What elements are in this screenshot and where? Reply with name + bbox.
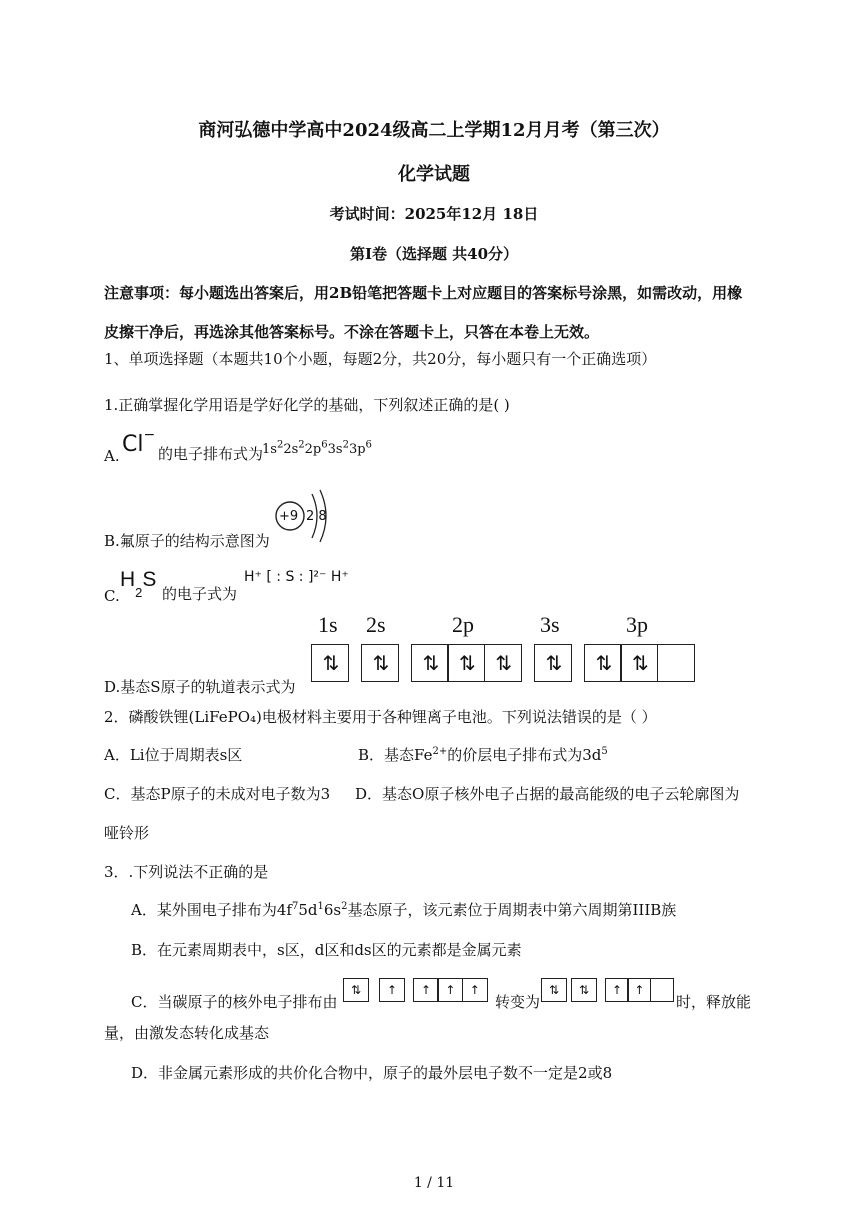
q1-a-ion [122,426,156,457]
orbital-cell: ⇅ [361,644,399,682]
orbital-cell: ↑ [627,978,651,1002]
orbital-cell: ↑ [605,978,629,1002]
exam-title: 商河弘德中学高中2024级高二上学期12月月考（第三次） [198,120,670,141]
orbital-cell: ⇅ [311,644,349,682]
q2-stem: 2．磷酸铁锂(LiFePO₄)电极材料主要用于各种锂离子电池。下列说法错误的是（ ） [104,708,657,726]
q3-a-mid: 6s [323,901,342,919]
q3-c-to-1s [541,978,567,1002]
orbital-cell: ⇅ [447,644,485,682]
q3-a-sup: 7 [291,901,299,912]
q3-a-post: 基态原子，该元素位于周期表中第六周期第IIIB族 [347,901,677,919]
q3-a-sup: 1 [317,901,324,912]
exam-time: 考试时间：2025年12月 18日 [329,205,539,223]
page-number: 1 / 11 [413,1175,455,1191]
q2-b-post: 的价层电子排布式为3d [447,746,602,764]
q3-option-a [131,900,676,920]
q1-b-text: B.氟原子的结构示意图为 [104,532,270,550]
q3-option-d: D．非金属元素形成的共价化合物中，原子的最外层电子数不一定是2或8 [131,1064,613,1082]
orbital-label-2s: 2s [366,612,386,637]
orbital-cell: ⇅ [571,978,597,1002]
orbital-box-2p [411,644,522,682]
cfg-orb: 3s [327,442,343,457]
q3-a-mid: 5d [298,901,318,919]
q1-stem: 1.正确掌握化学用语是学好化学的基础，下列叙述正确的是( ) [104,396,510,414]
q1-c-text: 的电子式为 [162,585,238,603]
cfg-orb: 3p [348,442,366,457]
formula-sub: 2 [135,585,143,601]
h2s-formula [120,568,157,601]
subject-title: 化学试题 [398,164,470,185]
q2-option-d-cont: 哑铃形 [104,824,150,842]
q2-option-b [358,745,608,765]
q3-c-from-2p [413,978,488,1002]
cfg-e: 2 [276,439,284,451]
cfg-e: 6 [365,439,372,451]
cfg-orb: 2s [283,442,299,457]
q3-a-sup: 2 [341,901,348,912]
formula-s: S [142,568,157,591]
orbital-cell: ⇅ [584,644,622,682]
orbital-cell: ⇅ [534,644,572,682]
q3-c-post: 时，释放能 [676,993,752,1011]
q1-a-config [262,439,372,457]
q3-c-line2: 量，由激发态转化成基态 [104,1024,270,1042]
orbital-box-2s [361,644,399,682]
part1-heading: 1、单项选择题（本题共10个小题，每题2分，共20分，每小题只有一个正确选项） [104,350,657,368]
notice-line-2: 皮擦干净后，再选涂其他答案标号。不涂在答题卡上，只答在本卷上无效。 [104,323,600,341]
orbital-box-3p [584,644,695,682]
cfg-e: 2 [298,439,305,451]
orbital-label-3s: 3s [540,612,560,637]
q1-a-ion-charge: − [143,426,156,443]
q3-c-from-1s [343,978,369,1002]
orbital-cell: ⇅ [484,644,522,682]
q1-d-text: D.基态S原子的轨道表示式为 [104,678,296,696]
orbital-cell: ↑ [379,978,405,1002]
orbital-cell: ⇅ [620,644,658,682]
orbital-label-1s: 1s [318,612,338,637]
q2-option-c: C．基态P原子的未成对电子数为3 [104,785,331,803]
h2s-lewis-structure: H⁺ [ : S : ]²⁻ H⁺ [244,569,349,585]
q3-c-mid: 转变为 [495,993,541,1011]
q3-c-from-2s [379,978,405,1002]
orbital-cell: ↑ [437,978,463,1002]
q3-a-pre: A．某外围电子排布为4f [131,901,292,919]
q3-stem: 3．.下列说法不正确的是 [104,863,269,881]
q1-a-text: 的电子排布式为 [158,445,264,463]
q3-c-to-2s [571,978,597,1002]
orbital-box-3s [534,644,572,682]
orbital-label-2p: 2p [452,612,474,637]
orbital-label-3p: 3p [626,612,648,637]
q2-b-charge: 2+ [432,746,448,757]
q3-option-b: B．在元素周期表中，s区，d区和ds区的元素都是金属元素 [131,941,522,959]
cfg-orb: 1s [262,442,277,457]
orbital-cell: ↑ [462,978,488,1002]
q1-c-label: C. [104,587,120,605]
q2-option-d: D．基态O原子核外电子占据的最高能级的电子云轮廓图为 [355,785,740,803]
q2-b-pre: B．基态Fe [358,746,433,764]
orbital-cell: ⇅ [343,978,369,1002]
orbital-box-1s [311,644,349,682]
shell-electrons: 2 8 [306,509,327,524]
q1-a-label: A. [104,447,120,465]
q2-b-electrons: 5 [601,746,608,757]
formula-h: H [120,568,136,591]
nucleus-charge: +9 [279,509,299,524]
orbital-cell: ⇅ [541,978,567,1002]
q2-option-a: A．Li位于周期表s区 [104,746,243,764]
q1-a-ion-symbol: Cl [122,432,144,457]
cfg-orb: 2p [304,442,322,457]
q3-c-to-2p [605,978,674,1002]
cfg-e: 6 [321,439,328,451]
q1-option-a [104,446,120,466]
orbital-cell [650,978,674,1002]
section-title: 第I卷（选择题 共40分） [349,245,519,263]
orbital-cell [657,644,695,682]
q3-c-pre: C．当碳原子的核外电子排布由 [131,993,338,1011]
orbital-cell: ⇅ [411,644,449,682]
orbital-cell: ↑ [413,978,439,1002]
notice-line-1: 注意事项：每小题选出答案后，用2B铅笔把答题卡上对应题目的答案标号涂黑，如需改动，用橡 [104,284,743,302]
cfg-e: 2 [342,439,349,451]
